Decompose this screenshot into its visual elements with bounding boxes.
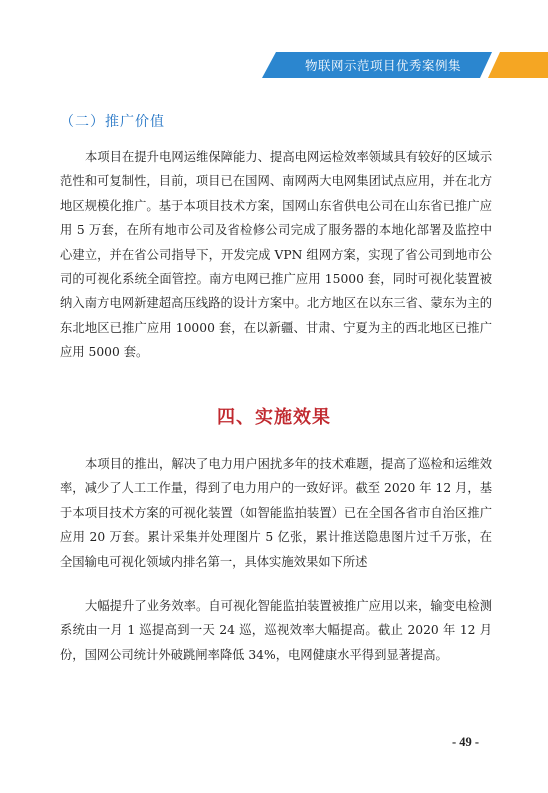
header-title: 物联网示范项目优秀案例集: [304, 58, 461, 73]
chapter-heading: 四、实施效果: [217, 407, 331, 428]
chapter-paragraph-2: 大幅提升了业务效率。自可视化智能监拍装置被推广应用以来，输变电检测系统由一月 1 巡提高到一天 24 巡，巡视效率大幅提高。截止 2020 年 12 月份，国网公司统计外破跳闸率降低 34%，电网健康水平得到显著提高。: [60, 599, 492, 662]
chapter-paragraph-1: 本项目的推出，解决了电力用户困扰多年的技术难题，提高了巡检和运维效率，减少了人工工作量，得到了电力用户的一致好评。截至 2020 年 12 月，基于本项目技术方案的可视化装置（如智能监拍装置）已在全国各省市自治区推广应用 20 万套。累计采集并处理图片 5 亿张，累计推送隐患图片过千万张，在全国输电可视化领域内排名第一，具体实施效果如下所述: [60, 457, 492, 569]
section-paragraph: 本项目在提升电网运维保障能力、提高电网运检效率领域具有较好的区域示范性和可复制性，目前，项目已在国网、南网两大电网集团试点应用，并在北方地区规模化推广。基于本项目技术方案，国网山东省供电公司在山东省已推广应用 5 万套，在所有地市公司及省检修公司完成了服务器的本地化部署及监控中心建立，并在省公司指导下，开发完成 VPN 组网方案，实现了省公司到地市公司的可视化系统全面管控。南方电网已推广应用 15000 套，同时可视化装置被纳入南方电网新建超高压线路的设计方案中。北方地区在以东三省、蒙东为主的东北地区已推广应用 10000 套，在以新疆、甘肃、宁夏为主的西北地区已推广应用 5000 套。: [60, 150, 492, 360]
section-heading: （二）推广价值: [60, 114, 165, 130]
page-number: - 49 -: [452, 735, 480, 749]
header-banner: [262, 52, 548, 78]
